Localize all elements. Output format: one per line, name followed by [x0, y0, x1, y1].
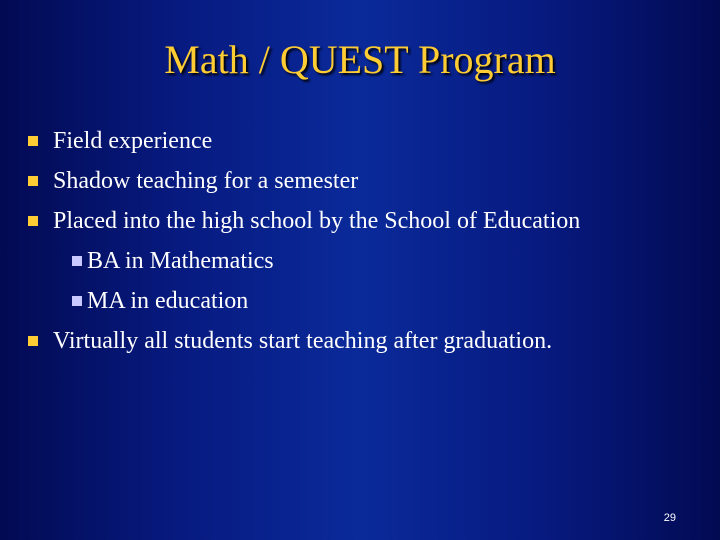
square-bullet-icon — [28, 336, 38, 346]
sub-bullet-item — [0, 281, 720, 321]
page-number: 29 — [663, 512, 676, 524]
sub-bullet-text: MA in education — [87, 288, 249, 314]
bullet-item — [0, 121, 720, 161]
square-sub-bullet-icon — [72, 296, 82, 306]
square-bullet-icon — [28, 216, 38, 226]
square-sub-bullet-icon — [72, 256, 82, 266]
square-bullet-icon — [28, 136, 38, 146]
slide-title: Math / QUEST Program — [164, 37, 556, 82]
bullet-item — [0, 321, 720, 361]
sub-bullet-text: BA in Mathematics — [87, 248, 274, 274]
bullet-text: Virtually all students start teaching after graduation. — [53, 328, 553, 354]
square-bullet-icon — [28, 176, 38, 186]
bullet-item — [0, 201, 720, 241]
bullet-text: Shadow teaching for a semester — [53, 168, 359, 194]
bullet-item — [0, 161, 720, 201]
sub-bullet-item — [0, 241, 720, 281]
bullet-text: Field experience — [53, 128, 213, 154]
bullet-list — [0, 121, 720, 361]
bullet-text: Placed into the high school by the School of Education — [53, 208, 581, 234]
